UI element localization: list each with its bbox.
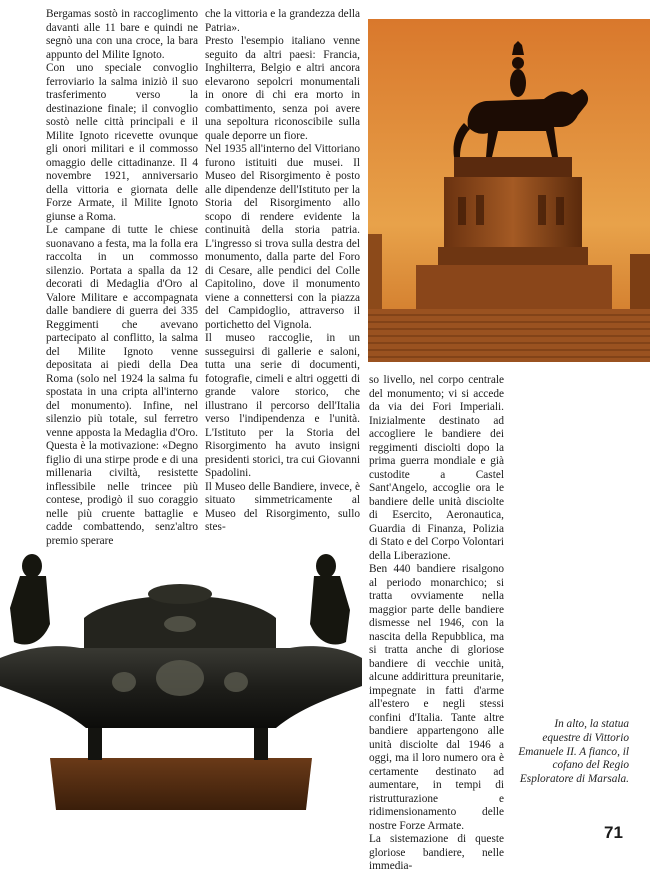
paragraph: Presto l'esempio italiano venne seguito da altri paesi: Francia, Inghilterra, Belgio e altri ancora elevarono sepolcri monumentali in onore di chi era morto in combattimento, senza poi avere una sepoltura riconoscibile sulla quale deporre un fiore. bbox=[205, 35, 360, 142]
text-column-2 bbox=[205, 8, 360, 535]
paragraph: che la vittoria e la grandezza della Patria». bbox=[205, 8, 360, 34]
paragraph: La sistemazione di queste gloriose bandiere, nelle immedia- bbox=[369, 833, 504, 872]
equestrian-statue-image bbox=[368, 19, 650, 362]
paragraph: so livello, nel corpo centrale del monumento; vi si accede da via dei Fori Imperiali. Inizialmente destinato ad accogliere le bandiere dei reggimenti disciolti dopo la prima guerra mondiale e già custodite a Castel Sant'Angelo, accoglie ora le bandiere delle unità disciolte di Esercito, Aeronautica, Guardia di Finanza, Polizia di Stato e del Corpo Volontari della Liberazione. bbox=[369, 374, 504, 562]
paragraph: Ben 440 bandiere risalgono al periodo monarchico; si tratta ovviamente nella maggior parte delle bandiere dismesse nel 1946, con la nascita della Repubblica, ma si tratta anche di gloriose bandiere di vecchie unità, alcune addirittura preunitarie, impegnate in fatti d'arme all'estero e negli stessi confini d'Italia. Tante altre bandiere appartengono alle unità disciolte dal 1946 a oggi, ma il loro numero ora è certamente destinato ad aumentare, in tempi di ristrutturazione e ridimensionamento delle nostre Forze Armate. bbox=[369, 563, 504, 832]
casket-image bbox=[0, 548, 362, 848]
photo-caption: In alto, la statua equestre di Vittorio Emanuele II. A fianco, il cofano del Regio Esploratore di Marsala. bbox=[518, 718, 629, 786]
paragraph: Il Museo delle Bandiere, invece, è situato simmetricamente al Museo del Risorgimento, sullo stes- bbox=[205, 480, 360, 533]
page-number: 71 bbox=[604, 823, 623, 842]
paragraph: Le campane di tutte le chiese suonavano a festa, ma la folla era raccolta in un commosso silenzio. Portata a spalla da 12 decorati di Medaglia d'Oro al Valore Militare e accompagnata dalle bandiere di guerra dei 335 Reggimenti che avevano partecipato al conflitto, la salma del Milite Ignoto venne depositata ai piedi della Dea Roma (solo nel 1924 la salma fu spostata in una cripta all'interno del monumento). Infine, nel silenzio più totale, sul ferretro venne apposta la Medaglia d'Oro. Questa è la motivazione: «Degno figlio di una stirpe prode e di una millenaria civiltà, resistette inflessibile nelle trincee più contese, prodigò il suo coraggio nelle più cruente battaglie e cadde combattendo, senz'altro premio sperare bbox=[46, 224, 198, 547]
paragraph: Il museo raccoglie, in un susseguirsi di gallerie e saloni, tutta una serie di documenti, fotografie, cimeli e altri oggetti di grande valore storico, che illustrano il percorso dell'Italia verso l'indipendenza e l'unità. L'Istituto per la Storia del Risorgimento ha avuto insigni presidenti storici, tra cui Giovanni Spadolini. bbox=[205, 332, 360, 479]
equestrian-statue-photo bbox=[368, 19, 650, 362]
paragraph: Bergamas sostò in raccoglimento davanti alle 11 bare e quindi ne segnò una con una croce, la bara appunto del Milite Ignoto. bbox=[46, 8, 198, 61]
text-column-3 bbox=[369, 374, 504, 874]
casket-photo bbox=[0, 548, 362, 848]
text-column-1 bbox=[46, 8, 198, 548]
paragraph: Nel 1935 all'interno del Vittoriano furono istituiti due musei. Il Museo del Risorgimento è posto alle dipendenze dell'Istituto per la Storia del Risorgimento allo scopo di rendere evidente la continuità della storia patria. L'ingresso si trova sulla destra del monumento, dalla parte del Foro di Cesare, alle pendici del Colle Capitolino, dove il monumento viene a connettersi con la piazza del Campidoglio, attraverso il portichetto del Vignola. bbox=[205, 143, 360, 331]
paragraph: Con uno speciale convoglio ferroviario la salma iniziò il suo trasferimento verso la destinazione finale; il convoglio sostò nelle città principali e il Milite Ignoto ricevette ovunque gli onori militari e il commosso omaggio delle cittadinanze. Il 4 novembre 1921, anniversario della vittoria e giornata delle Forze Armate, il Milite Ignoto giunse a Roma. bbox=[46, 62, 198, 223]
